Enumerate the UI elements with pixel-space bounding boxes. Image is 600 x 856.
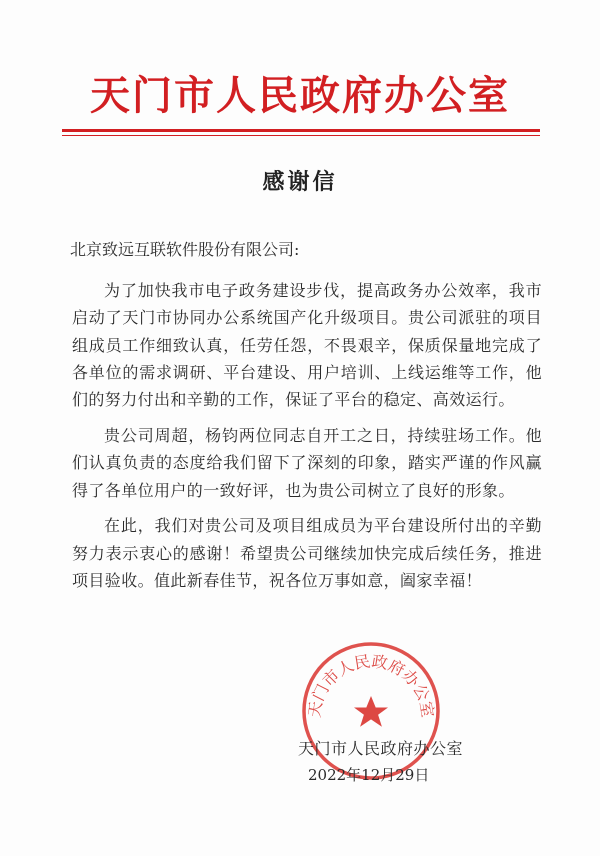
seal-text: 天门市人民政府办公室 xyxy=(304,651,438,719)
signature-org: 天门市人民政府办公室 xyxy=(298,739,464,758)
official-seal xyxy=(300,640,442,782)
body-paragraph: 为了加快我市电子政务建设步伐，提高政务办公效率，我市启动了天门市协同办公系统国产化升级项目。贵公司派驻的项目组成员工作细致认真，任劳任怨，不畏艰辛，保质保量地完成了各单位的需求调研、平台建设、用户培训、上线运维等工作，他们的努力付出和辛勤的工作，保证了平台的稳定、高效运行。 xyxy=(72,281,542,410)
star-icon xyxy=(354,696,388,727)
letterhead-rule-thick xyxy=(62,129,540,132)
body-paragraph: 贵公司周超，杨钧两位同志自开工之日，持续驻场工作。他们认真负责的态度给我们留下了深刻的印象，踏实严谨的作风赢得了各单位用户的一致好评，也为贵公司树立了良好的形象。 xyxy=(72,425,542,500)
letterhead-rule-thin xyxy=(62,135,540,136)
letter-body xyxy=(72,277,542,603)
letterhead-title: 天门市人民政府办公室 xyxy=(90,72,510,119)
signature-date: 2022年12月29日 xyxy=(308,766,430,784)
salutation: 北京致远互联软件股份有限公司: xyxy=(70,240,300,259)
letter-title: 感谢信 xyxy=(262,169,338,195)
body-paragraph: 在此，我们对贵公司及项目组成员为平台建设所付出的辛勤努力表示衷心的感谢！希望贵公司继续加快完成后续任务，推进项目验收。值此新春佳节，祝各位万事如意，阖家幸福！ xyxy=(72,516,542,590)
